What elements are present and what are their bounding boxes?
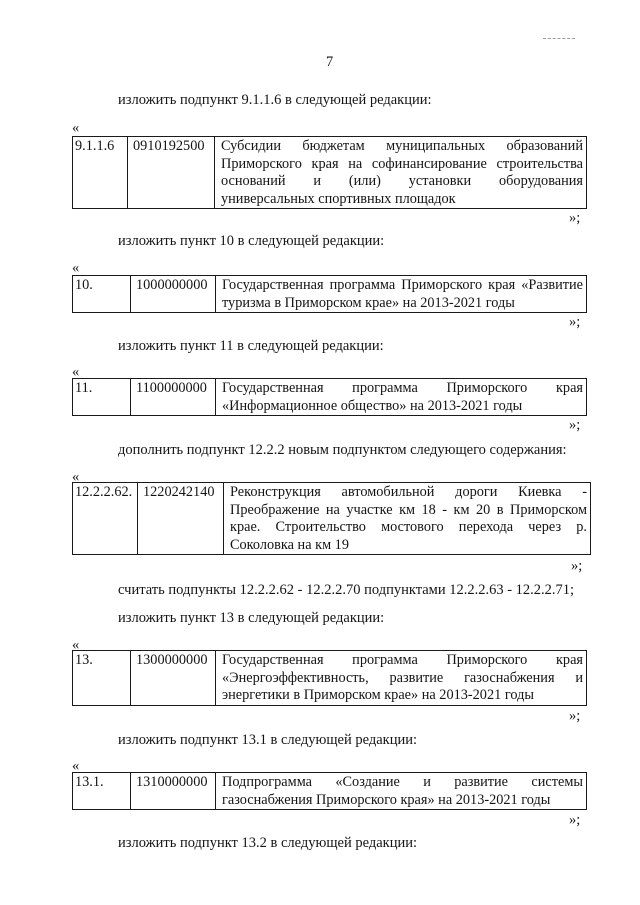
opening-quote: « [72, 758, 80, 774]
amendment-table [72, 650, 587, 706]
description-line: Соколовка на км 19 [230, 536, 349, 553]
scan-artifact-mark [543, 38, 575, 39]
opening-quote: « [72, 637, 80, 653]
description-line: Государственная программа Приморского края [222, 652, 583, 668]
opening-quote: « [72, 364, 80, 380]
code-cell: 1100000000 [131, 379, 216, 416]
description-line: энергетики в Приморском крае» на 2013-2021 годы [222, 687, 534, 704]
amendment-table [72, 136, 587, 209]
opening-quote: « [72, 469, 80, 485]
table-row [73, 379, 587, 416]
instruction-text: изложить подпункт 13.2 в следующей редакции: [118, 835, 418, 851]
description-line: Подпрограмма «Создание и развитие системы [222, 774, 583, 790]
item-number-cell: 11. [73, 379, 131, 416]
table-row [73, 773, 587, 810]
description-line: Приморского края на софинансирование строительства [221, 155, 583, 172]
description-line: Государственная программа Приморского края [222, 380, 583, 396]
opening-quote: « [72, 260, 80, 276]
table-row [73, 276, 587, 313]
page-number: 7 [326, 54, 334, 70]
closing-quote: »; [569, 417, 581, 433]
code-cell: 1000000000 [131, 276, 216, 313]
instruction-text: изложить пункт 13 в следующей редакции: [118, 610, 385, 626]
amendment-table [72, 482, 591, 555]
item-number-cell: 13. [73, 651, 131, 706]
closing-quote: »; [569, 812, 581, 828]
description-cell [216, 651, 587, 706]
instruction-text: изложить подпункт 9.1.1.6 в следующей редакции: [118, 92, 432, 108]
description-line: Преображение на участке км 18 - км 20 в Приморском [230, 501, 587, 518]
instruction-text: дополнить подпункт 12.2.2 новым подпунктом следующего содержания: [118, 442, 567, 458]
closing-quote: »; [569, 708, 581, 724]
description-line: универсальных спортивных площадок [221, 190, 456, 207]
renumbering-note: считать подпункты 12.2.2.62 - 12.2.2.70 подпунктами 12.2.2.63 - 12.2.2.71; [118, 582, 575, 598]
item-number-cell: 13.1. [73, 773, 131, 810]
closing-quote: »; [571, 558, 583, 574]
amendment-table [72, 275, 587, 313]
description-cell [216, 379, 587, 416]
amendment-table [72, 378, 587, 416]
opening-quote: « [72, 120, 80, 136]
description-line: Реконструкция автомобильной дороги Киевка - [230, 484, 587, 500]
description-line: Субсидии бюджетам муниципальных образований [221, 138, 583, 154]
description-line: газоснабжения Приморского края» на 2013-2021 годы [222, 791, 551, 808]
instruction-text: изложить подпункт 13.1 в следующей редакции: [118, 732, 418, 748]
description-line: «Энергоэффективность, развитие газоснабжения и [222, 669, 583, 686]
description-line: крае. Строительство мостового перехода через р. [230, 519, 587, 536]
amendment-table [72, 772, 587, 810]
item-number-cell: 9.1.1.6 [73, 137, 128, 209]
closing-quote: »; [569, 314, 581, 330]
item-number-cell: 10. [73, 276, 131, 313]
description-cell [216, 773, 587, 810]
code-cell: 1300000000 [131, 651, 216, 706]
description-cell [215, 137, 587, 209]
description-cell [216, 276, 587, 313]
description-line: оснований и (или) установки оборудования [221, 173, 583, 190]
instruction-text: изложить пункт 11 в следующей редакции: [118, 338, 384, 354]
table-row [73, 651, 587, 706]
instruction-text: изложить пункт 10 в следующей редакции: [118, 233, 385, 249]
description-line: «Информационное общество» на 2013-2021 годы [222, 397, 523, 414]
code-cell: 1220242140 [138, 483, 224, 555]
closing-quote: »; [569, 210, 581, 226]
code-cell: 0910192500 [128, 137, 215, 209]
item-number-cell: 12.2.2.62. [73, 483, 138, 555]
code-cell: 1310000000 [131, 773, 216, 810]
description-cell [224, 483, 591, 555]
table-row [73, 483, 591, 555]
description-line: Государственная программа Приморского края «Развитие [222, 277, 583, 293]
table-row [73, 137, 587, 209]
description-line: туризма в Приморском крае» на 2013-2021 годы [222, 294, 515, 311]
